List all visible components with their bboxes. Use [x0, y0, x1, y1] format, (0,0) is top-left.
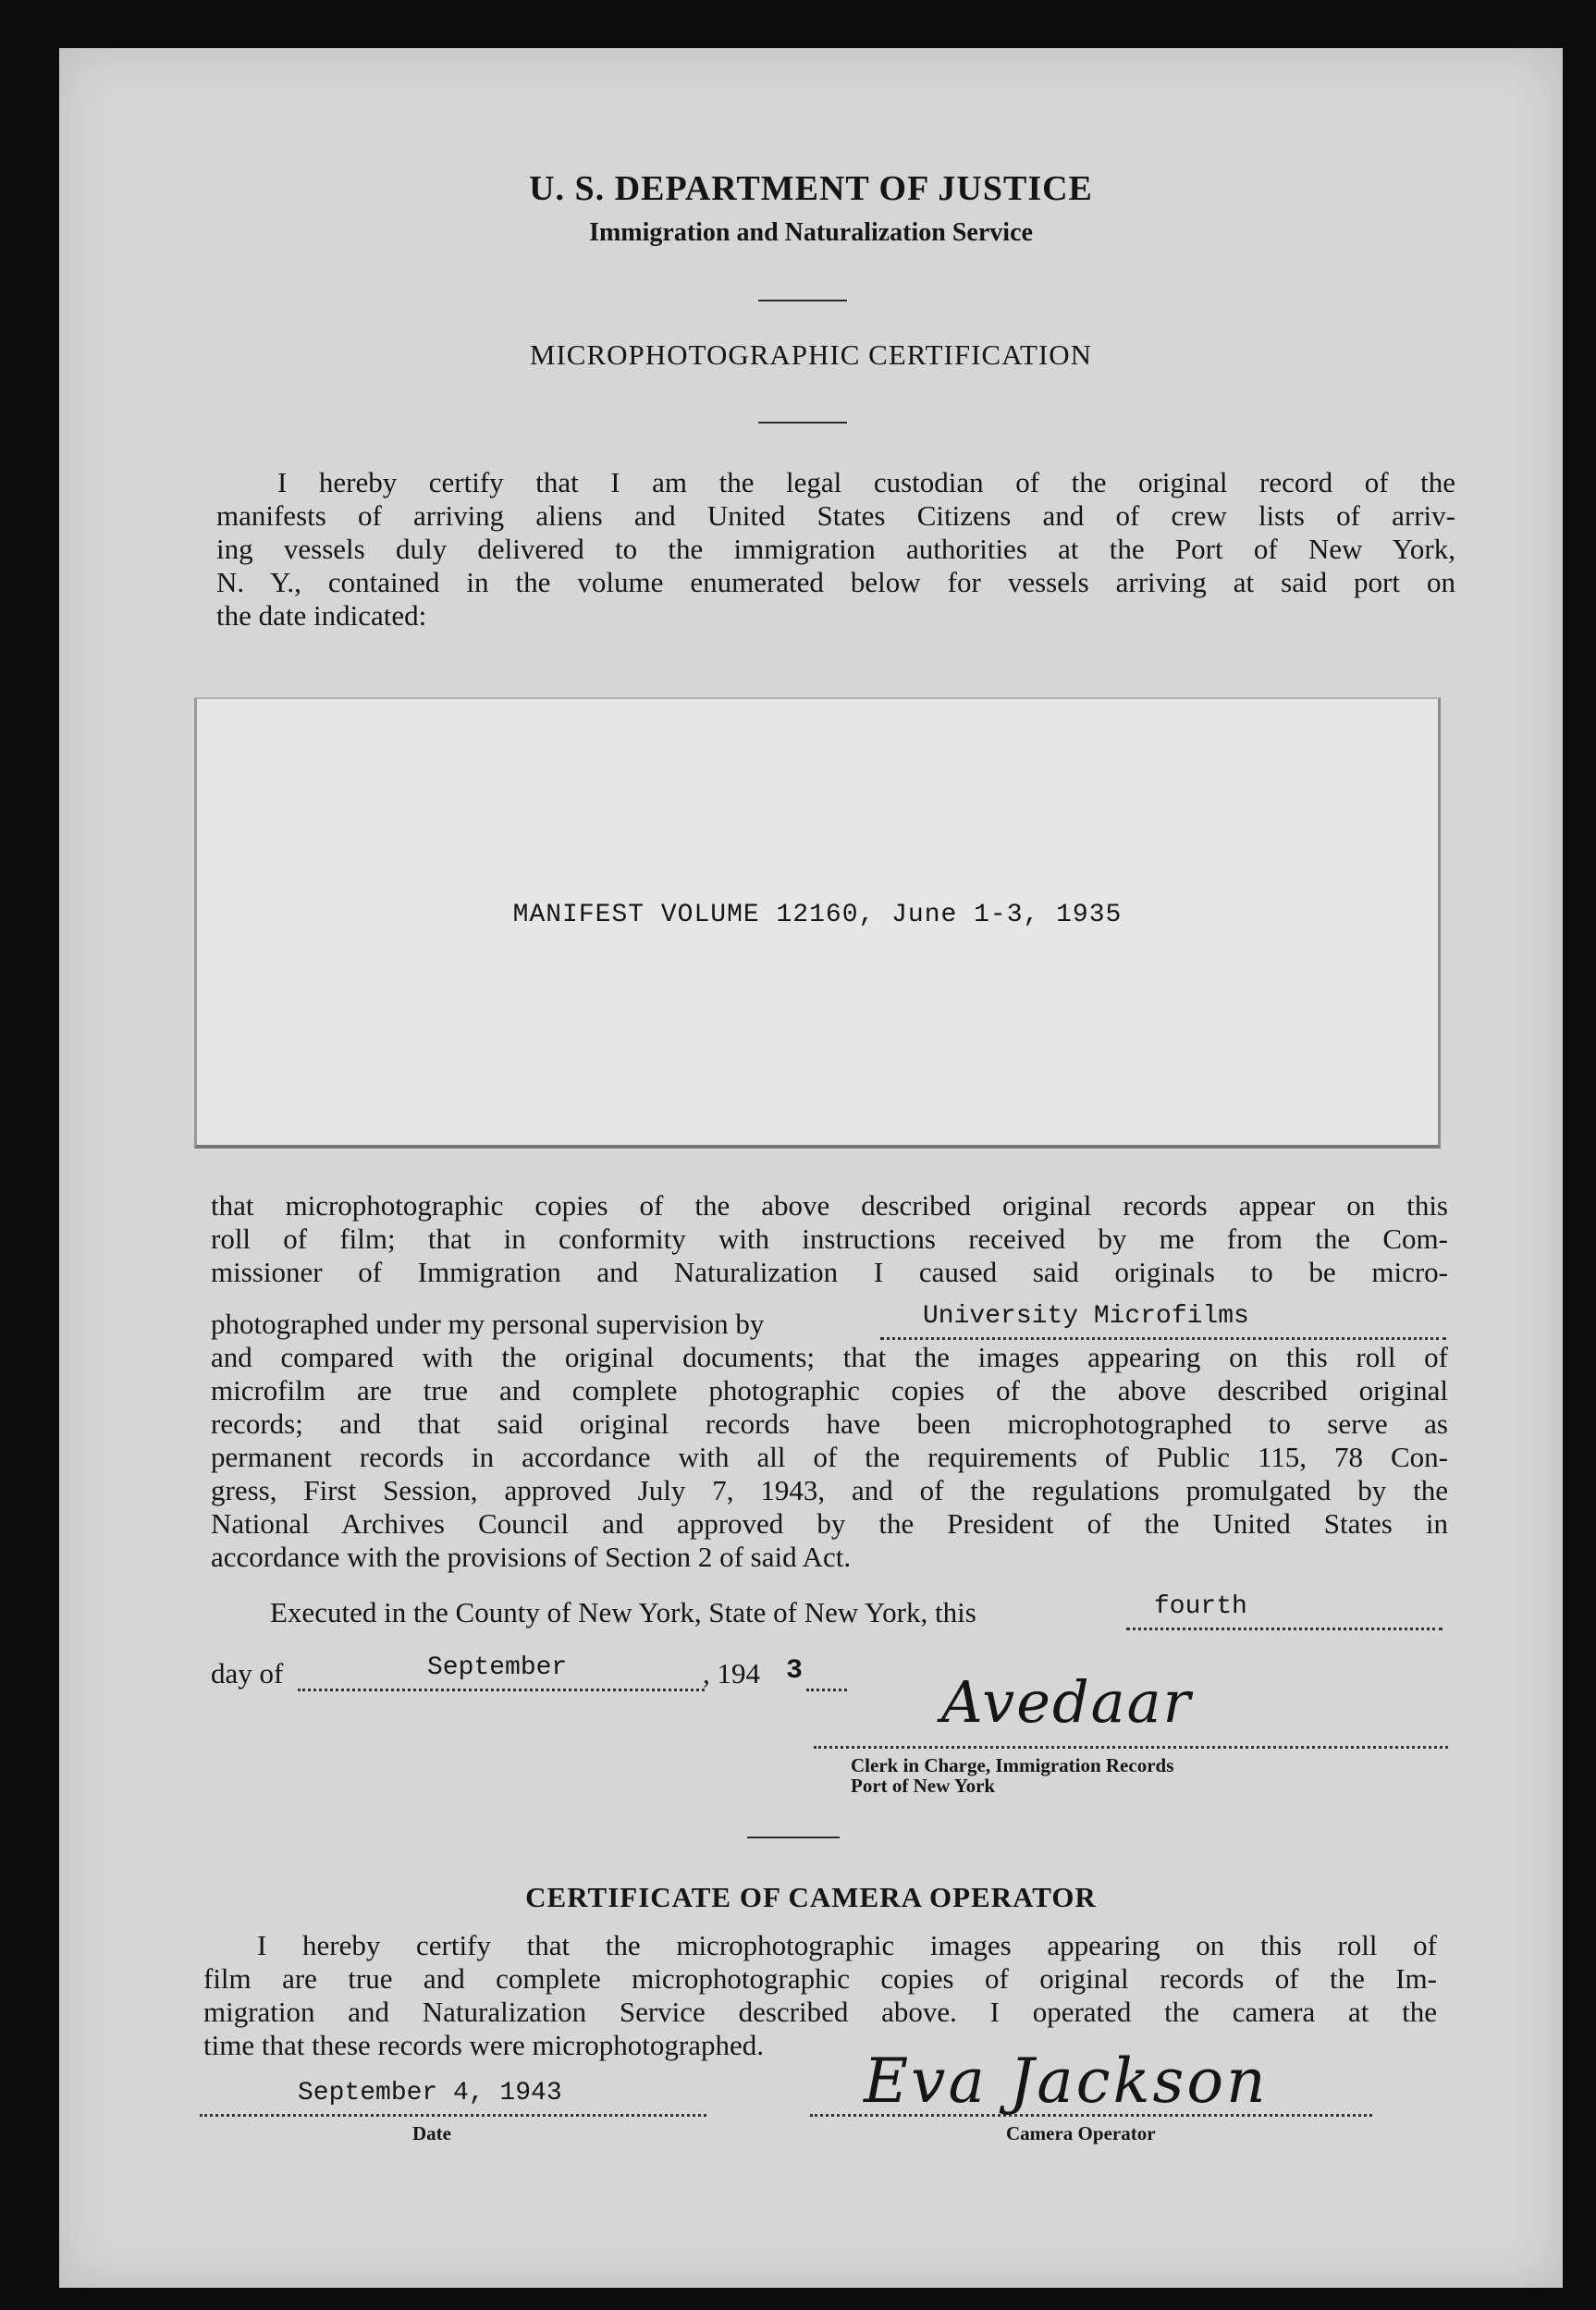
paragraph-line: and compared with the original documents; that the images appearing on this roll of: [211, 1341, 1448, 1373]
year-value: 3: [786, 1655, 804, 1687]
paragraph-line: I hereby certify that the microphotographic images appearing on this roll of: [257, 1929, 1437, 1961]
operator-label: Camera Operator: [1006, 2122, 1156, 2144]
supervision-fill-line: [880, 1337, 1446, 1340]
clerk-signature-line: [814, 1746, 1448, 1749]
certificate-page: [59, 48, 1563, 2288]
paragraph-line: ing vessels duly delivered to the immigration authorities at the Port of New York,: [216, 533, 1455, 565]
manifest-volume-label: MANIFEST VOLUME 12160, June 1-3, 1935: [512, 901, 1123, 929]
year-fill-line: [806, 1689, 847, 1691]
operator-signature: Eva Jackson: [864, 2046, 1269, 2117]
camera-paragraph: [203, 1929, 1437, 2062]
service-subheading: Immigration and Naturalization Service: [589, 218, 1033, 247]
volume-card: [194, 697, 1441, 1149]
body-paragraph-b: [211, 1341, 1448, 1574]
paragraph-line: time that these records were microphotographed.: [203, 2029, 764, 2061]
paragraph-line: missioner of Immigration and Naturalization I caused said originals to be micro-: [211, 1256, 1448, 1288]
divider: [758, 422, 847, 424]
month-value: September: [427, 1653, 568, 1682]
date-label: Date: [412, 2122, 451, 2144]
paragraph-line: manifests of arriving aliens and United States Citizens and of crew lists of arriv-: [216, 499, 1455, 532]
execution-prefix: Executed in the County of New York, State of New York, this: [270, 1596, 976, 1628]
clerk-office: Port of New York: [851, 1775, 996, 1797]
paragraph-line: the date indicated:: [216, 599, 427, 632]
paragraph-line: migration and Naturalization Service described above. I operated the camera at the: [203, 1996, 1437, 2028]
supervision-name: University Microfilms: [923, 1302, 1249, 1331]
paragraph-line: records; and that said original records have been microphotographed to serve as: [211, 1407, 1448, 1440]
paragraph-line: roll of film; that in conformity with instructions received by me from the Com-: [211, 1223, 1448, 1255]
day-value: fourth: [1154, 1592, 1247, 1621]
paragraph-line: accordance with the provisions of Section 2 of said Act.: [211, 1541, 852, 1573]
paragraph-line: microfilm are true and complete photographic copies of the above described original: [211, 1374, 1448, 1407]
supervision-prefix: photographed under my personal supervision by: [211, 1308, 765, 1340]
year-prefix: , 194: [703, 1657, 760, 1689]
paragraph-line: N. Y., contained in the volume enumerated below for vessels arriving at said port on: [216, 566, 1455, 598]
date-value: September 4, 1943: [298, 2079, 562, 2107]
divider: [758, 300, 847, 301]
clerk-signature: Avedaar: [941, 1668, 1193, 1736]
paragraph-line: gress, First Session, approved July 7, 1943, and of the regulations promulgated by the: [211, 1474, 1448, 1506]
paragraph-line: that microphotographic copies of the above described original records appear on this: [211, 1189, 1448, 1222]
paragraph-line: film are true and complete microphotographic copies of original records of the Im-: [203, 1962, 1437, 1995]
clerk-title: Clerk in Charge, Immigration Records: [851, 1754, 1174, 1776]
camera-certificate-title: CERTIFICATE OF CAMERA OPERATOR: [525, 1881, 1097, 1913]
paragraph-line: I hereby certify that I am the legal custodian of the original record of the: [277, 466, 1455, 498]
date-fill-line: [200, 2114, 706, 2117]
day-fill-line: [1126, 1628, 1443, 1630]
intro-paragraph: [216, 466, 1455, 633]
paragraph-line: permanent records in accordance with all of the requirements of Public 115, 78 Con-: [211, 1441, 1448, 1473]
divider: [747, 1837, 840, 1838]
day-of-label: day of: [211, 1657, 284, 1689]
body-paragraph-a: [211, 1189, 1448, 1289]
certification-title: MICROPHOTOGRAPHIC CERTIFICATION: [529, 338, 1093, 371]
paragraph-line: National Archives Council and approved by the President of the United States in: [211, 1507, 1448, 1540]
department-heading: U. S. DEPARTMENT OF JUSTICE: [529, 169, 1093, 208]
month-fill-line: [298, 1689, 705, 1691]
